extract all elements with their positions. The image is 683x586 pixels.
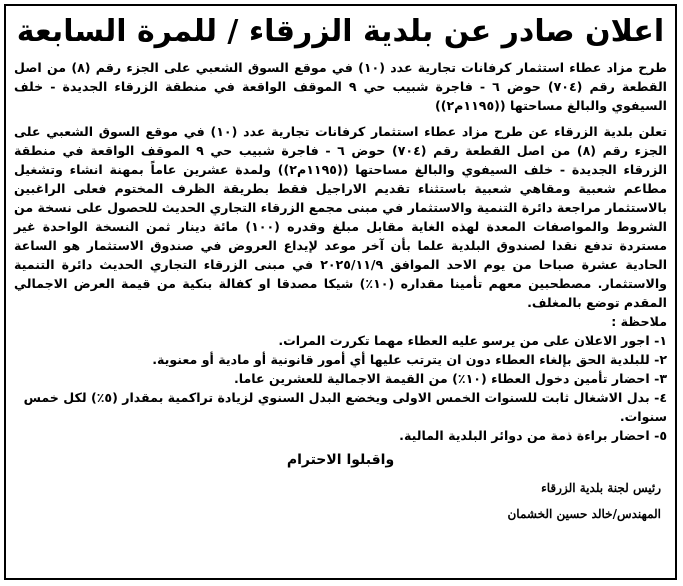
signature-title: رئيس لجنة بلدية الزرقاء <box>541 481 661 495</box>
note-item: ٥- احضار براءة ذمة من دوائر البلدية المالية. <box>399 428 667 443</box>
signature-name: المهندس/خالد حسين الخشمان <box>507 507 661 521</box>
notes-heading: ملاحظة : <box>611 314 667 329</box>
note-item: ٤- بدل الاشغال ثابت للسنوات الخمس الاولى ويخضع البدل السنوي لزيادة تراكمية بمقدار (٥٪) لكل خمس سنوات. <box>23 390 667 424</box>
note-item: ٣- احضار تأمين دخول العطاء (١٠٪) من القيمة الاجمالية للعشرين عاما. <box>233 371 667 386</box>
notice-subject: طرح مزاد عطاء استثمار كرفانات تجارية عدد (١٠) في موقع السوق الشعبي على الجزء رقم (٨) من اصل القطعة رقم (٧٠٤) حوض ٦ - فاجرة شبيب حي ٩ الموقف الواقعة في منطقة الزرقاء الجديدة - خلف السيفوي والبالغ مساحتها ((١١٩٥م٢)) <box>14 60 667 113</box>
notes-list <box>14 331 667 445</box>
notice-title: اعلان صادر عن بلدية الزرقاء / للمرة السابعة <box>16 14 665 49</box>
notice-body: تعلن بلدية الزرقاء عن طرح مزاد عطاء استثمار كرفانات تجارية عدد (١٠) في موقع السوق الشعبي على الجزء رقم (٨) من اصل القطعة رقم (٧٠٤) حوض ٦ - فاجرة شبيب حي ٩ الموقف الواقعة في منطقة الزرقاء الجديدة - خلف السيفوي والبالغ مساحتها ((١١٩٥م٢)) ولمدة عشرين عاماً بمهنة انشاء وتشغيل مطاعم شعبية ومقاهي شعبية باستثناء تقديم الاراجيل فقط بطريقة الظرف المختوم فعلى الراغبين بالاستثمار مراجعة دائرة التنمية والاستثمار في مبنى مجمع الزرقاء التجاري الحديث للحصول على نسخة من الشروط والمواصفات المعدة لهذه الغاية مقابل مبلغ وقدره (١٠٠) مائة دينار ثمن النسخة الواحدة غير مستردة تدفع نقدا لصندوق البلدية علما بأن آخر موعد لإيداع العروض في صندوق الاستثمار هو الساعة الحادية عشرة صباحا من يوم الاحد الموافق ٢٠٢٥/١١/٩ في مبنى الزرقاء التجاري الحديث دائرة التنمية والاستثمار. مصطحبين معهم تأمينا مقداره (١٠٪) شيكا مصدقا او كفالة بنكية من قيمة العرض الاجمالي المقدم توضع بالمغلف. <box>14 124 668 310</box>
notice-frame <box>4 4 677 580</box>
closing-line: واقبلوا الاحترام <box>286 452 395 468</box>
note-item: ٢- للبلدية الحق بإلغاء العطاء دون ان يترتب عليها أي أمور قانونية أو مادية أو معنوية. <box>152 352 667 367</box>
note-item: ١- اجور الاعلان على من يرسو عليه العطاء مهما تكررت المرات. <box>278 333 667 348</box>
